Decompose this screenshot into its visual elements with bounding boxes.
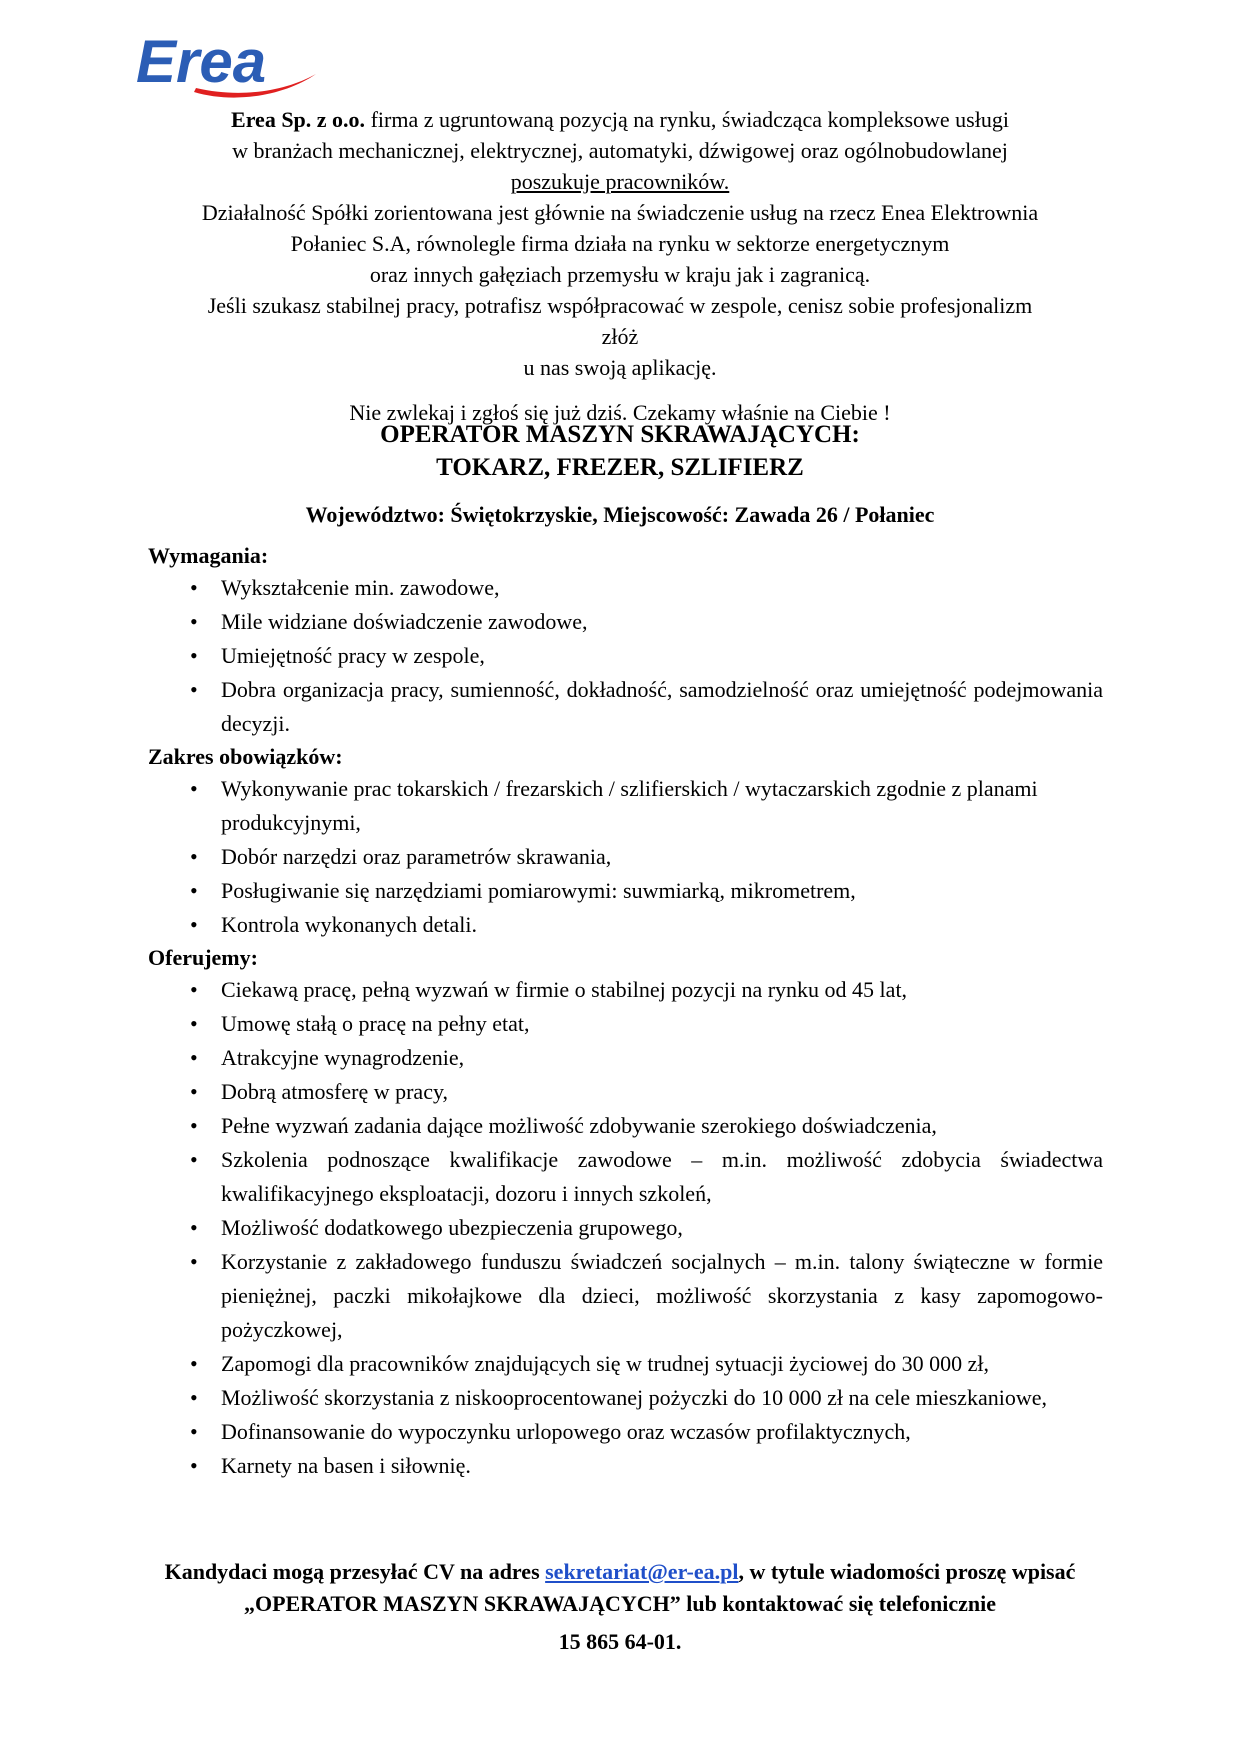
intro-line-5: Połaniec S.A, równolegle firma działa na rynku w sektorze energetycznym (290, 231, 950, 256)
offer-heading: Oferujemy: (148, 945, 258, 970)
erea-logo (134, 26, 320, 102)
job-sections (148, 540, 1103, 1483)
offer-item: • Umowę stałą o pracę na pełny etat, (148, 1007, 1103, 1041)
offer-list (148, 973, 1103, 1483)
job-title-line-1: OPERATOR MASZYN SKRAWAJĄCYCH: (380, 421, 860, 448)
job-title-line-2: TOKARZ, FREZER, SZLIFIERZ (436, 454, 804, 481)
contact-info (130, 1556, 1110, 1620)
intro-line-2: w branżach mechanicznej, elektrycznej, automatyki, dźwigowej oraz ogólnobudowlanej (232, 138, 1008, 163)
intro-line-7: Jeśli szukasz stabilnej pracy, potrafisz współpracować w zespole, cenisz sobie profesjonalizm (207, 293, 1033, 318)
job-location: Województwo: Świętokrzyskie, Miejscowość: Zawada 26 / Połaniec (305, 502, 935, 527)
company-name: Erea Sp. z o.o. (231, 107, 366, 132)
contact-phone: 15 865 64-01. (558, 1629, 682, 1654)
requirements-list (148, 571, 1103, 741)
offer-item: • Korzystanie z zakładowego funduszu świadczeń socjalnych – m.in. talony świąteczne w formie pieniężnej, paczki mikołajkowe dla dzieci, możliwość skorzystania z kasy zapomogowo-pożyczkowej, (148, 1245, 1103, 1347)
offer-item: • Pełne wyzwań zadania dające możliwość zdobywanie szerokiego doświadczenia, (148, 1109, 1103, 1143)
duty-item: • Wykonywanie prac tokarskich / frezarskich / szlifierskich / wytaczarskich zgodnie z planami produkcyjnymi, (148, 772, 1103, 840)
offer-item: • Możliwość dodatkowego ubezpieczenia grupowego, (148, 1211, 1103, 1245)
offer-item: • Ciekawą pracę, pełną wyzwań w firmie o stabilnej pozycji na rynku od 45 lat, (148, 973, 1103, 1007)
contact-text-before: Kandydaci mogą przesyłać CV na adres (164, 1559, 546, 1584)
contact-text-after: , w tytule wiadomości proszę wpisać „OPERATOR MASZYN SKRAWAJĄCYCH” lub kontaktować się telefonicznie (243, 1559, 1076, 1616)
intro-call-to-action: Nie zwlekaj i zgłoś się już dziś. Czekamy właśnie na Ciebie ! (349, 400, 891, 425)
offer-item: • Zapomogi dla pracowników znajdujących się w trudnej sytuacji życiowej do 30 000 zł, (148, 1347, 1103, 1381)
requirement-item: • Umiejętność pracy w zespole, (148, 639, 1103, 673)
intro-line-8: złóż (601, 324, 639, 349)
offer-item: • Karnety na basen i siłownię. (148, 1449, 1103, 1483)
requirements-heading: Wymagania: (148, 543, 269, 568)
duty-item: • Kontrola wykonanych detali. (148, 908, 1103, 942)
offer-item: • Dobrą atmosferę w pracy, (148, 1075, 1103, 1109)
requirement-item: • Mile widziane doświadczenie zawodowe, (148, 605, 1103, 639)
intro-line-9: u nas swoją aplikację. (523, 355, 717, 380)
duty-item: • Posługiwanie się narzędziami pomiarowymi: suwmiarką, mikrometrem, (148, 874, 1103, 908)
intro-text (130, 104, 1110, 428)
intro-line-3: poszukuje pracowników. (510, 169, 730, 194)
job-title (130, 418, 1110, 484)
duties-heading: Zakres obowiązków: (148, 744, 343, 769)
logo-text: Erea (136, 28, 267, 95)
contact-email-link[interactable]: sekretariat@er-ea.pl (545, 1559, 739, 1584)
requirement-item: • Dobra organizacja pracy, sumienność, dokładność, samodzielność oraz umiejętność podejmowania decyzji. (148, 673, 1103, 741)
intro-line-1: firma z ugruntowaną pozycją na rynku, świadcząca kompleksowe usługi (365, 107, 1009, 132)
offer-item: • Możliwość skorzystania z niskooprocentowanej pożyczki do 10 000 zł na cele mieszkaniowe, (148, 1381, 1103, 1415)
duty-item: • Dobór narzędzi oraz parametrów skrawania, (148, 840, 1103, 874)
intro-line-4: Działalność Spółki zorientowana jest głównie na świadczenie usług na rzecz Enea Elektrownia (201, 200, 1039, 225)
intro-line-6: oraz innych gałęziach przemysłu w kraju jak i zagranicą. (369, 262, 871, 287)
offer-item: • Szkolenia podnoszące kwalifikacje zawodowe – m.in. możliwość zdobycia świadectwa kwalifikacyjnego eksploatacji, dozoru i innych szkoleń, (148, 1143, 1103, 1211)
offer-item: • Dofinansowanie do wypoczynku urlopowego oraz wczasów profilaktycznych, (148, 1415, 1103, 1449)
duties-list (148, 772, 1103, 942)
requirement-item: • Wykształcenie min. zawodowe, (148, 571, 1103, 605)
offer-item: • Atrakcyjne wynagrodzenie, (148, 1041, 1103, 1075)
